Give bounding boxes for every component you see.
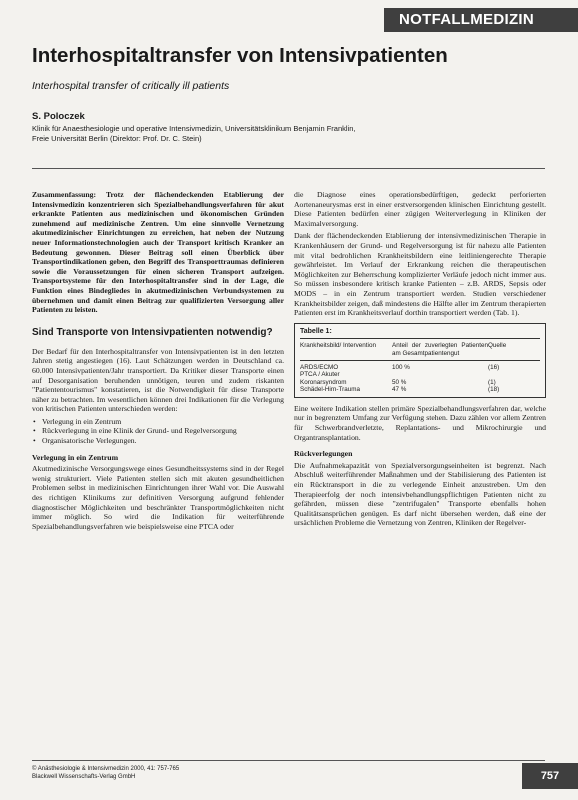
table-header-row <box>300 342 540 360</box>
subsection-heading: Verlegung in ein Zentrum <box>32 452 119 462</box>
table-row <box>300 364 540 372</box>
paragraph: Der Bedarf für den Interhospitaltransfer von Intensivpatienten ist in den letzten Jahren stetig angestiegen (16). Laut Schätzungen werden in Deutschland ca. 60.000 Intensivpatienten/Jahr transportiert. Da Kritiker dieser Transporte einen auf Desorganisation beruhenden unnötigen, teuren und zudem riskanten "Patiententourismus" konstatieren, ist die Notwendigkeit für diese Transporte näher zu betrachten. Im wesentlichen können drei Indikationen für die Verlegung von kritischen Patienten unterschieden werden: <box>32 346 284 414</box>
table-cell: (16) <box>488 363 500 371</box>
article-subtitle: Interhospital transfer of critically ill patients <box>32 80 230 92</box>
header-divider <box>32 168 545 169</box>
indication-list <box>32 417 284 446</box>
right-column <box>294 190 546 531</box>
list-item: • Rückverlegung in eine Klinik der Grund- und Regelversorgung <box>42 426 284 436</box>
table-header-cell: Krankheitsbild/ Intervention <box>300 342 376 350</box>
footer-line: © Anästhesiologie & Intensivmedizin 2000, 41: 757-765 <box>32 766 180 772</box>
section-tag: NOTFALLMEDIZIN <box>384 8 578 32</box>
table-cell: 47 % <box>392 386 407 394</box>
page-number: 757 <box>522 763 578 789</box>
list-item: • Verlegung in ein Zentrum <box>42 417 284 427</box>
table-cell: ARDS/ECMO <box>300 363 339 371</box>
paragraph: die Diagnose eines operationsbedürftigen, gedeckt perforierten Aortenaneurysmas erst in einer erstversorgenden klinischen Einrichtung gestellt. Diese Patienten bedürfen einer zügigen Weiterverlegung in Kliniken der Maximalversorgung. <box>294 190 546 228</box>
abstract: Zusammenfassung: Trotz der flächendeckenden Etablierung der Intensivmedizin konzentrieren sich Spezialbehandlungsverfahren für akut erkrankte Patienten aus medizinischen und ökonomischen Gründen zunehmend auf medizinische Zentren. Um eine sinnvolle Vernetzung akutmedizinischer Einrichtungen zu erreichen, hat neben der Nutzung neuer Informationstechnologien auch der Transport kritisch Kranker an Bedeutung gewonnen. Dieser Beitrag soll einen Überblick über Transportindikationen geben, den Begriff des Transporttraumas definieren sowie die Voraussetzungen für einen sicheren Transport aufzeigen. Transportsysteme für den Interhospitaltransfer sind in der Lage, die Funktion eines Bindegliedes in akutmedizinischen Verbundsystemen zu übernehmen und damit einen Beitrag zur qualifizierten Versorgung aller Patienten zu leisten. <box>32 190 284 315</box>
table-cell <box>392 371 488 379</box>
affiliation-line: Freie Universität Berlin (Direktor: Prof. Dr. C. Stein) <box>32 134 202 143</box>
footer-citation <box>32 765 179 781</box>
paragraph: Dank der flächendeckenden Etablierung der intensivmedizinischen Therapie in Krankenhäusern der Grund- und Regelversorgung ist für nahezu alle Patienten mit vital bedrohlichen Krankheitsbildern eine leitliniengerechte Therapie gewährleistet. Im Verlauf der Erkrankung reichen die therapeutischen Möglichkeiten zur Beherrschung komplizierter Verläufe jedoch nicht immer aus. So müssen insbesondere kritisch kranke Patienten – z.B. ARDS, Sepsis oder MODS – in ein Zentrum transportiert werden. Studien verschiedener Krankheitsbilder zeigen, daß mindestens die Hälfte aller im Zentrum therapierten Patienten erst im Krankheitsverlauf dorthin transportiert werden (Tab. 1). <box>294 231 546 318</box>
paragraph: Die Aufnahmekapazität von Spezialversorgungseinheiten ist begrenzt. Nach Abschluß weiterführender Maßnahmen und der Stabilisierung des Patienten ist ein Rücktransport in die zu verlegende Einheit anzustreben. Um den Therapieerfolg der noch intensivbehandlungspflichtigen Patienten nicht zu gefährden, müssen diese "zentrifugalen" Transporte ebenfalls hohen Qualitätsansprüchen genügen. Es darf nicht übersehen werden, daß eine der ursächlichen Probleme die Vernetzung von Zentren, Kliniken der Regelver- <box>294 460 546 528</box>
table-row <box>300 386 540 394</box>
article-title: Interhospitaltransfer von Intensivpatienten <box>32 44 448 67</box>
subsection-heading: Rückverlegungen <box>294 449 353 459</box>
footer-line: Blackwell Wissenschafts-Verlag GmbH <box>32 774 136 780</box>
section-heading: Sind Transporte von Intensivpatienten notwendig? <box>32 326 273 338</box>
table-cell: Schädel-Hirn-Trauma <box>300 386 360 394</box>
table-cell <box>488 371 540 379</box>
table-title: Tabelle 1: <box>300 328 540 340</box>
paragraph: Akutmedizinische Versorgungswege eines Gesundheitssystems sind in der Regel wenig strukturiert. Viele Patienten stellen sich mit akuten gesundheitlichen Problemen selbst in medizinischen Einrichtungen ihrer Wahl vor. Die Auswahl des richtigen Klinikums zur definitiven Versorgung aufgrund fehlender diagnostischer Möglichkeiten und beschränkter Transportmöglichkeiten nicht immer möglich. So wird die Indikation für weiterführende Spezialbehandlungsverfahren wie beispielsweise eine PTCA oder <box>32 464 284 531</box>
affiliation <box>32 124 552 144</box>
list-item: • Organisatorische Verlegungen. <box>42 436 284 446</box>
table-cell: (1) <box>488 378 496 386</box>
table-header-cell: Anteil der zuverlegten Patienten am Gesamtpatientengut <box>392 342 488 357</box>
left-column <box>32 190 284 534</box>
table-cell: (18) <box>488 386 500 394</box>
table-1 <box>294 323 546 398</box>
table-cell: PTCA / Akuter <box>300 371 340 379</box>
table-cell: 50 % <box>392 378 407 386</box>
table-header-cell: Quelle <box>488 342 507 350</box>
table-row <box>300 371 540 379</box>
table-row <box>300 379 540 387</box>
footer-divider <box>32 760 545 761</box>
table-cell: Koronarsyndrom <box>300 378 347 386</box>
affiliation-line: Klinik für Anaesthesiologie und operative Intensivmedizin, Universitätsklinikum Benjamin Franklin, <box>32 124 356 133</box>
paragraph: Eine weitere Indikation stellen primäre Spezialbehandlungsverfahren dar, welche nur in begrenztem Umfang zur Verfügung stehen. Dazu zählen vor allem Zentren für Schwerbrandverletzte, Replantations- und Mikrochirurgie und Organtransplantation. <box>294 403 546 442</box>
table-cell: 100 % <box>392 363 410 371</box>
author: S. Poloczek <box>32 111 85 122</box>
